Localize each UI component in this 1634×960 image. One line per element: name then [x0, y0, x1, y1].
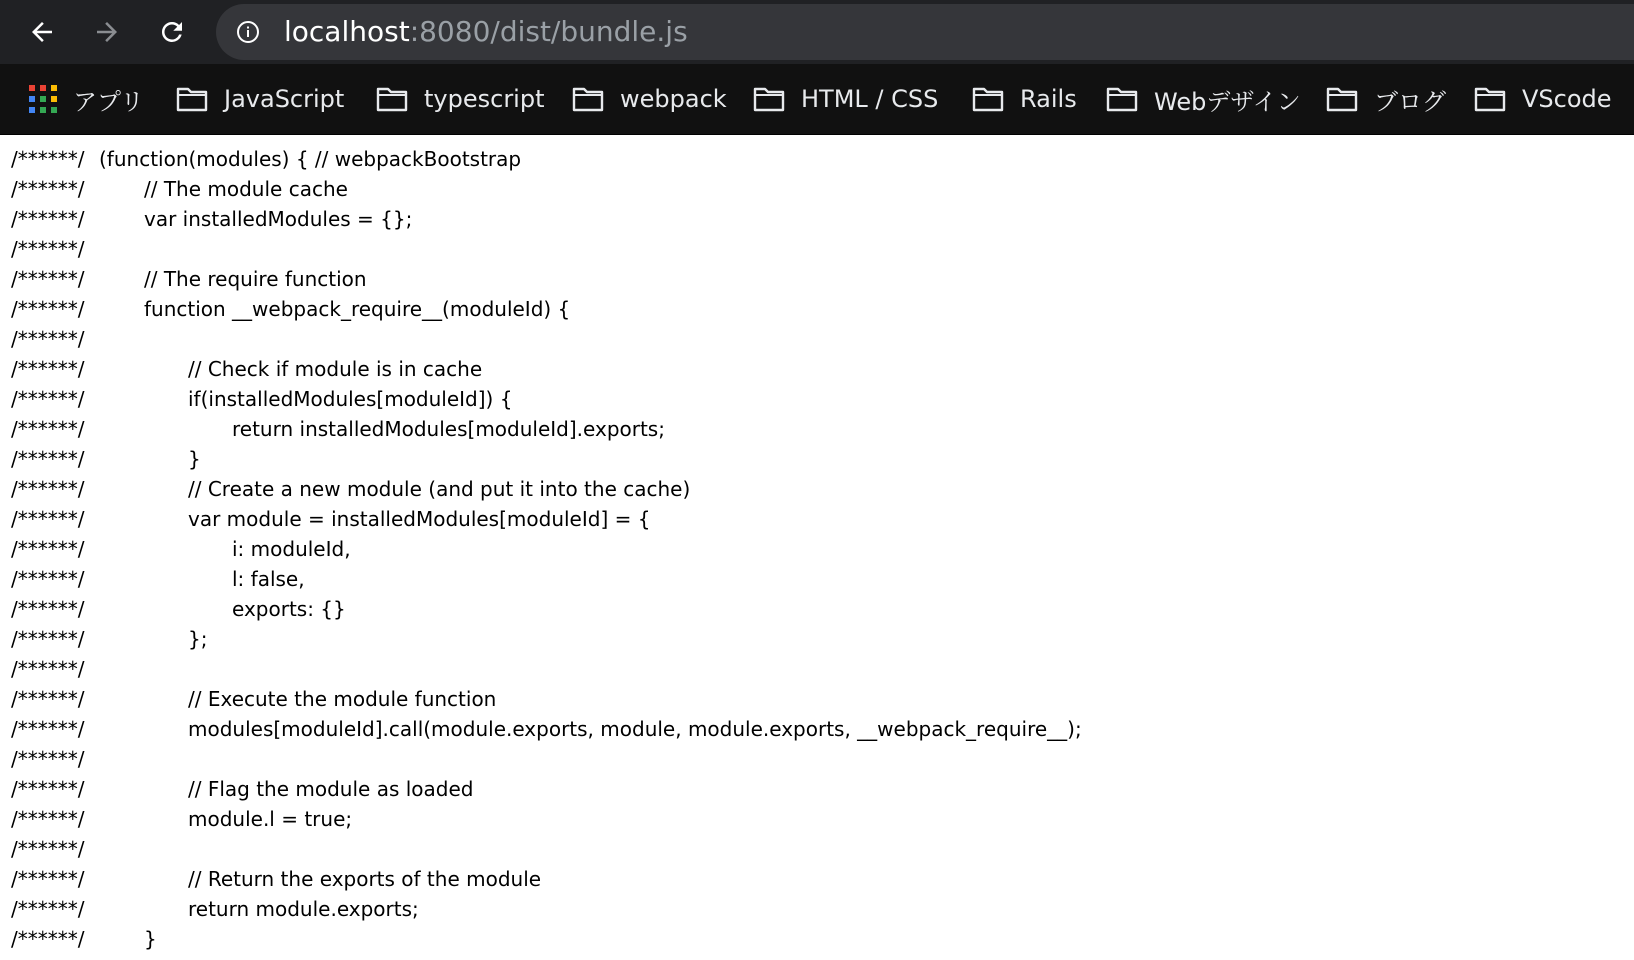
bookmark-label: Rails	[1020, 85, 1077, 113]
folder-icon	[753, 86, 785, 112]
bookmark-label: Webデザイン	[1154, 87, 1301, 116]
code-text: (function(modules) { // webpackBootstrap	[99, 147, 522, 171]
bookmark-label: typescript	[424, 85, 545, 113]
code-line	[11, 864, 1621, 894]
code-text: modules[moduleId].call(module.exports, module, module.exports, __webpack_require__);	[188, 717, 1082, 741]
code-line	[11, 294, 1621, 324]
code-line	[11, 534, 1621, 564]
code-text: // The require function	[144, 267, 367, 291]
bookmark-javascript[interactable]	[176, 64, 344, 134]
code-text: if(installedModules[moduleId]) {	[188, 387, 513, 411]
bookmark-label: HTML / CSS	[801, 85, 939, 113]
line-prefix: /******/	[11, 387, 85, 411]
folder-icon	[572, 86, 604, 112]
bookmark-vscode[interactable]	[1474, 64, 1612, 134]
code-text: function __webpack_require__(moduleId) {	[144, 297, 571, 321]
bookmark-apps[interactable]	[29, 64, 144, 134]
line-prefix: /******/	[11, 267, 85, 291]
bookmark-typescript[interactable]	[376, 64, 545, 134]
code-text: var module = installedModules[moduleId] = {	[188, 507, 651, 531]
line-prefix: /******/	[11, 687, 85, 711]
browser-toolbar	[0, 0, 1634, 64]
line-prefix: /******/	[11, 207, 85, 231]
bookmark-label: VScode	[1522, 85, 1612, 113]
reload-button[interactable]	[152, 12, 192, 52]
line-prefix: /******/	[11, 447, 85, 471]
code-line	[11, 144, 1621, 174]
folder-icon	[1106, 86, 1138, 112]
bookmark-web-design[interactable]	[1106, 64, 1301, 134]
code-line	[11, 504, 1621, 534]
code-line	[11, 324, 1621, 354]
bookmark-label: webpack	[620, 85, 727, 113]
code-line	[11, 414, 1621, 444]
bookmark-rails[interactable]	[972, 64, 1077, 134]
code-text: return installedModules[moduleId].exports;	[232, 417, 665, 441]
code-line	[11, 174, 1621, 204]
code-line	[11, 714, 1621, 744]
url-path: :8080/dist/bundle.js	[409, 15, 688, 48]
code-text: i: moduleId,	[232, 537, 351, 561]
folder-icon	[376, 86, 408, 112]
code-text: exports: {}	[232, 597, 346, 621]
line-prefix: /******/	[11, 237, 85, 261]
code-line	[11, 474, 1621, 504]
folder-icon	[1326, 86, 1358, 112]
code-text: // Flag the module as loaded	[188, 777, 474, 801]
code-line	[11, 204, 1621, 234]
line-prefix: /******/	[11, 477, 85, 501]
code-line	[11, 384, 1621, 414]
line-prefix: /******/	[11, 837, 85, 861]
line-prefix: /******/	[11, 507, 85, 531]
code-line	[11, 234, 1621, 264]
line-prefix: /******/	[11, 897, 85, 921]
line-prefix: /******/	[11, 927, 85, 951]
code-line	[11, 834, 1621, 864]
code-line	[11, 354, 1621, 384]
code-text: };	[188, 627, 208, 651]
code-text: // Create a new module (and put it into the cache)	[188, 477, 691, 501]
bookmark-label: アプリ	[73, 87, 145, 116]
folder-icon	[176, 86, 208, 112]
line-prefix: /******/	[11, 537, 85, 561]
line-prefix: /******/	[11, 417, 85, 441]
code-line	[11, 564, 1621, 594]
code-text: }	[144, 927, 157, 951]
address-bar[interactable]	[216, 4, 1634, 60]
line-prefix: /******/	[11, 627, 85, 651]
code-line	[11, 804, 1621, 834]
bookmark-label: ブログ	[1374, 87, 1446, 116]
code-line	[11, 444, 1621, 474]
code-text: }	[188, 447, 201, 471]
code-line	[11, 744, 1621, 774]
line-prefix: /******/	[11, 297, 85, 321]
bookmark-webpack[interactable]	[572, 64, 727, 134]
line-prefix: /******/	[11, 147, 85, 171]
line-prefix: /******/	[11, 597, 85, 621]
line-prefix: /******/	[11, 747, 85, 771]
code-line	[11, 684, 1621, 714]
code-line	[11, 774, 1621, 804]
bookmark-blog[interactable]	[1326, 64, 1446, 134]
code-text: module.l = true;	[188, 807, 353, 831]
reload-icon	[157, 17, 187, 47]
line-prefix: /******/	[11, 357, 85, 381]
line-prefix: /******/	[11, 867, 85, 891]
folder-icon	[1474, 86, 1506, 112]
code-line	[11, 264, 1621, 294]
code-text: var installedModules = {};	[144, 207, 413, 231]
code-text: l: false,	[232, 567, 305, 591]
line-prefix: /******/	[11, 807, 85, 831]
line-prefix: /******/	[11, 177, 85, 201]
line-prefix: /******/	[11, 717, 85, 741]
back-button[interactable]	[22, 12, 62, 52]
line-prefix: /******/	[11, 777, 85, 801]
code-text: // The module cache	[144, 177, 348, 201]
url-host: localhost	[284, 15, 410, 48]
code-text: // Execute the module function	[188, 687, 497, 711]
code-line	[11, 624, 1621, 654]
forward-button[interactable]	[87, 12, 127, 52]
arrow-left-icon	[27, 17, 57, 47]
bookmarks-bar	[0, 64, 1634, 135]
bookmark-html-css[interactable]	[753, 64, 938, 134]
line-prefix: /******/	[11, 657, 85, 681]
code-line	[11, 924, 1621, 954]
bookmark-label: JavaScript	[224, 85, 345, 113]
code-text: // Check if module is in cache	[188, 357, 483, 381]
source-code-view	[11, 144, 1621, 954]
folder-icon	[972, 86, 1004, 112]
line-prefix: /******/	[11, 567, 85, 591]
code-text: // Return the exports of the module	[188, 867, 542, 891]
code-text: return module.exports;	[188, 897, 419, 921]
url-text[interactable]	[284, 4, 688, 60]
code-line	[11, 654, 1621, 684]
code-line	[11, 594, 1621, 624]
info-icon[interactable]	[236, 20, 260, 44]
apps-grid-icon	[29, 85, 57, 113]
line-prefix: /******/	[11, 327, 85, 351]
code-line	[11, 894, 1621, 924]
arrow-right-icon	[92, 17, 122, 47]
